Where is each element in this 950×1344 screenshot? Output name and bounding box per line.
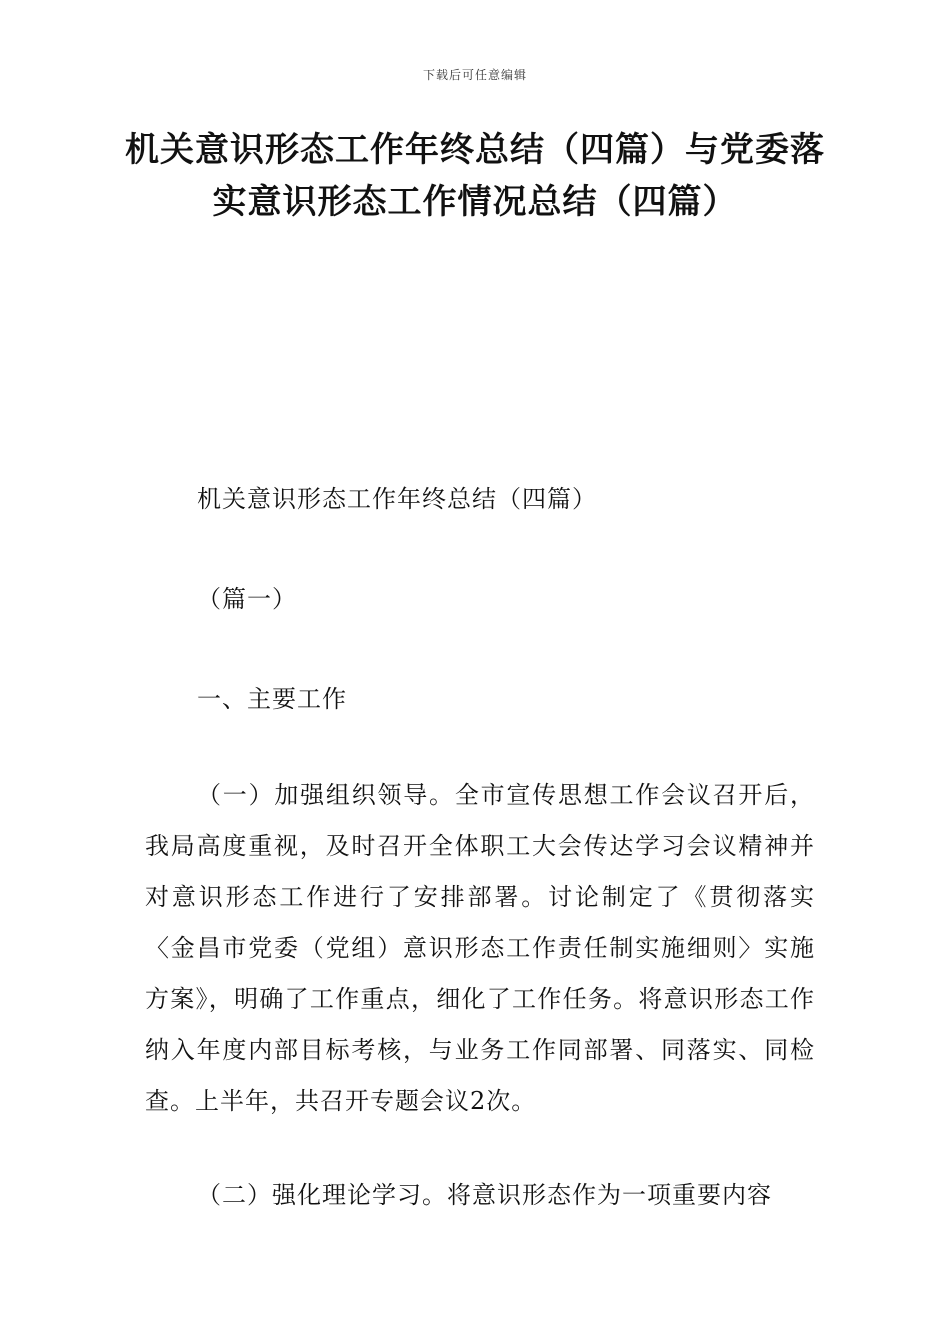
header-note: 下载后可任意编辑 — [422, 68, 527, 82]
paragraph-theory-study: （二）强化理论学习。将意识形态作为一项重要内容 — [197, 1181, 772, 1209]
paragraph-organization-leadership: （一）加强组织领导。全市宣传思想工作会议召开后，我局高度重视，及时召开全体职工大会传达学习会议精神并对意识形态工作进行了安排部署。讨论制定了《贯彻落实〈金昌市党委（党组）意识形态工作责任制实施细则〉实施方案》，明确了工作重点，细化了工作任务。将意识形态工作纳入年度内部目标考核，与业务工作同部署、同落实、同检查。上半年，共召开专题会议2次。 — [145, 781, 815, 1115]
part-label: （篇一） — [197, 585, 297, 613]
document-title: 机关意识形态工作年终总结（四篇）与党委落实意识形态工作情况总结（四篇） — [125, 130, 825, 222]
heading-main-work: 一、主要工作 — [197, 685, 347, 713]
section-title: 机关意识形态工作年终总结（四篇） — [197, 485, 597, 513]
